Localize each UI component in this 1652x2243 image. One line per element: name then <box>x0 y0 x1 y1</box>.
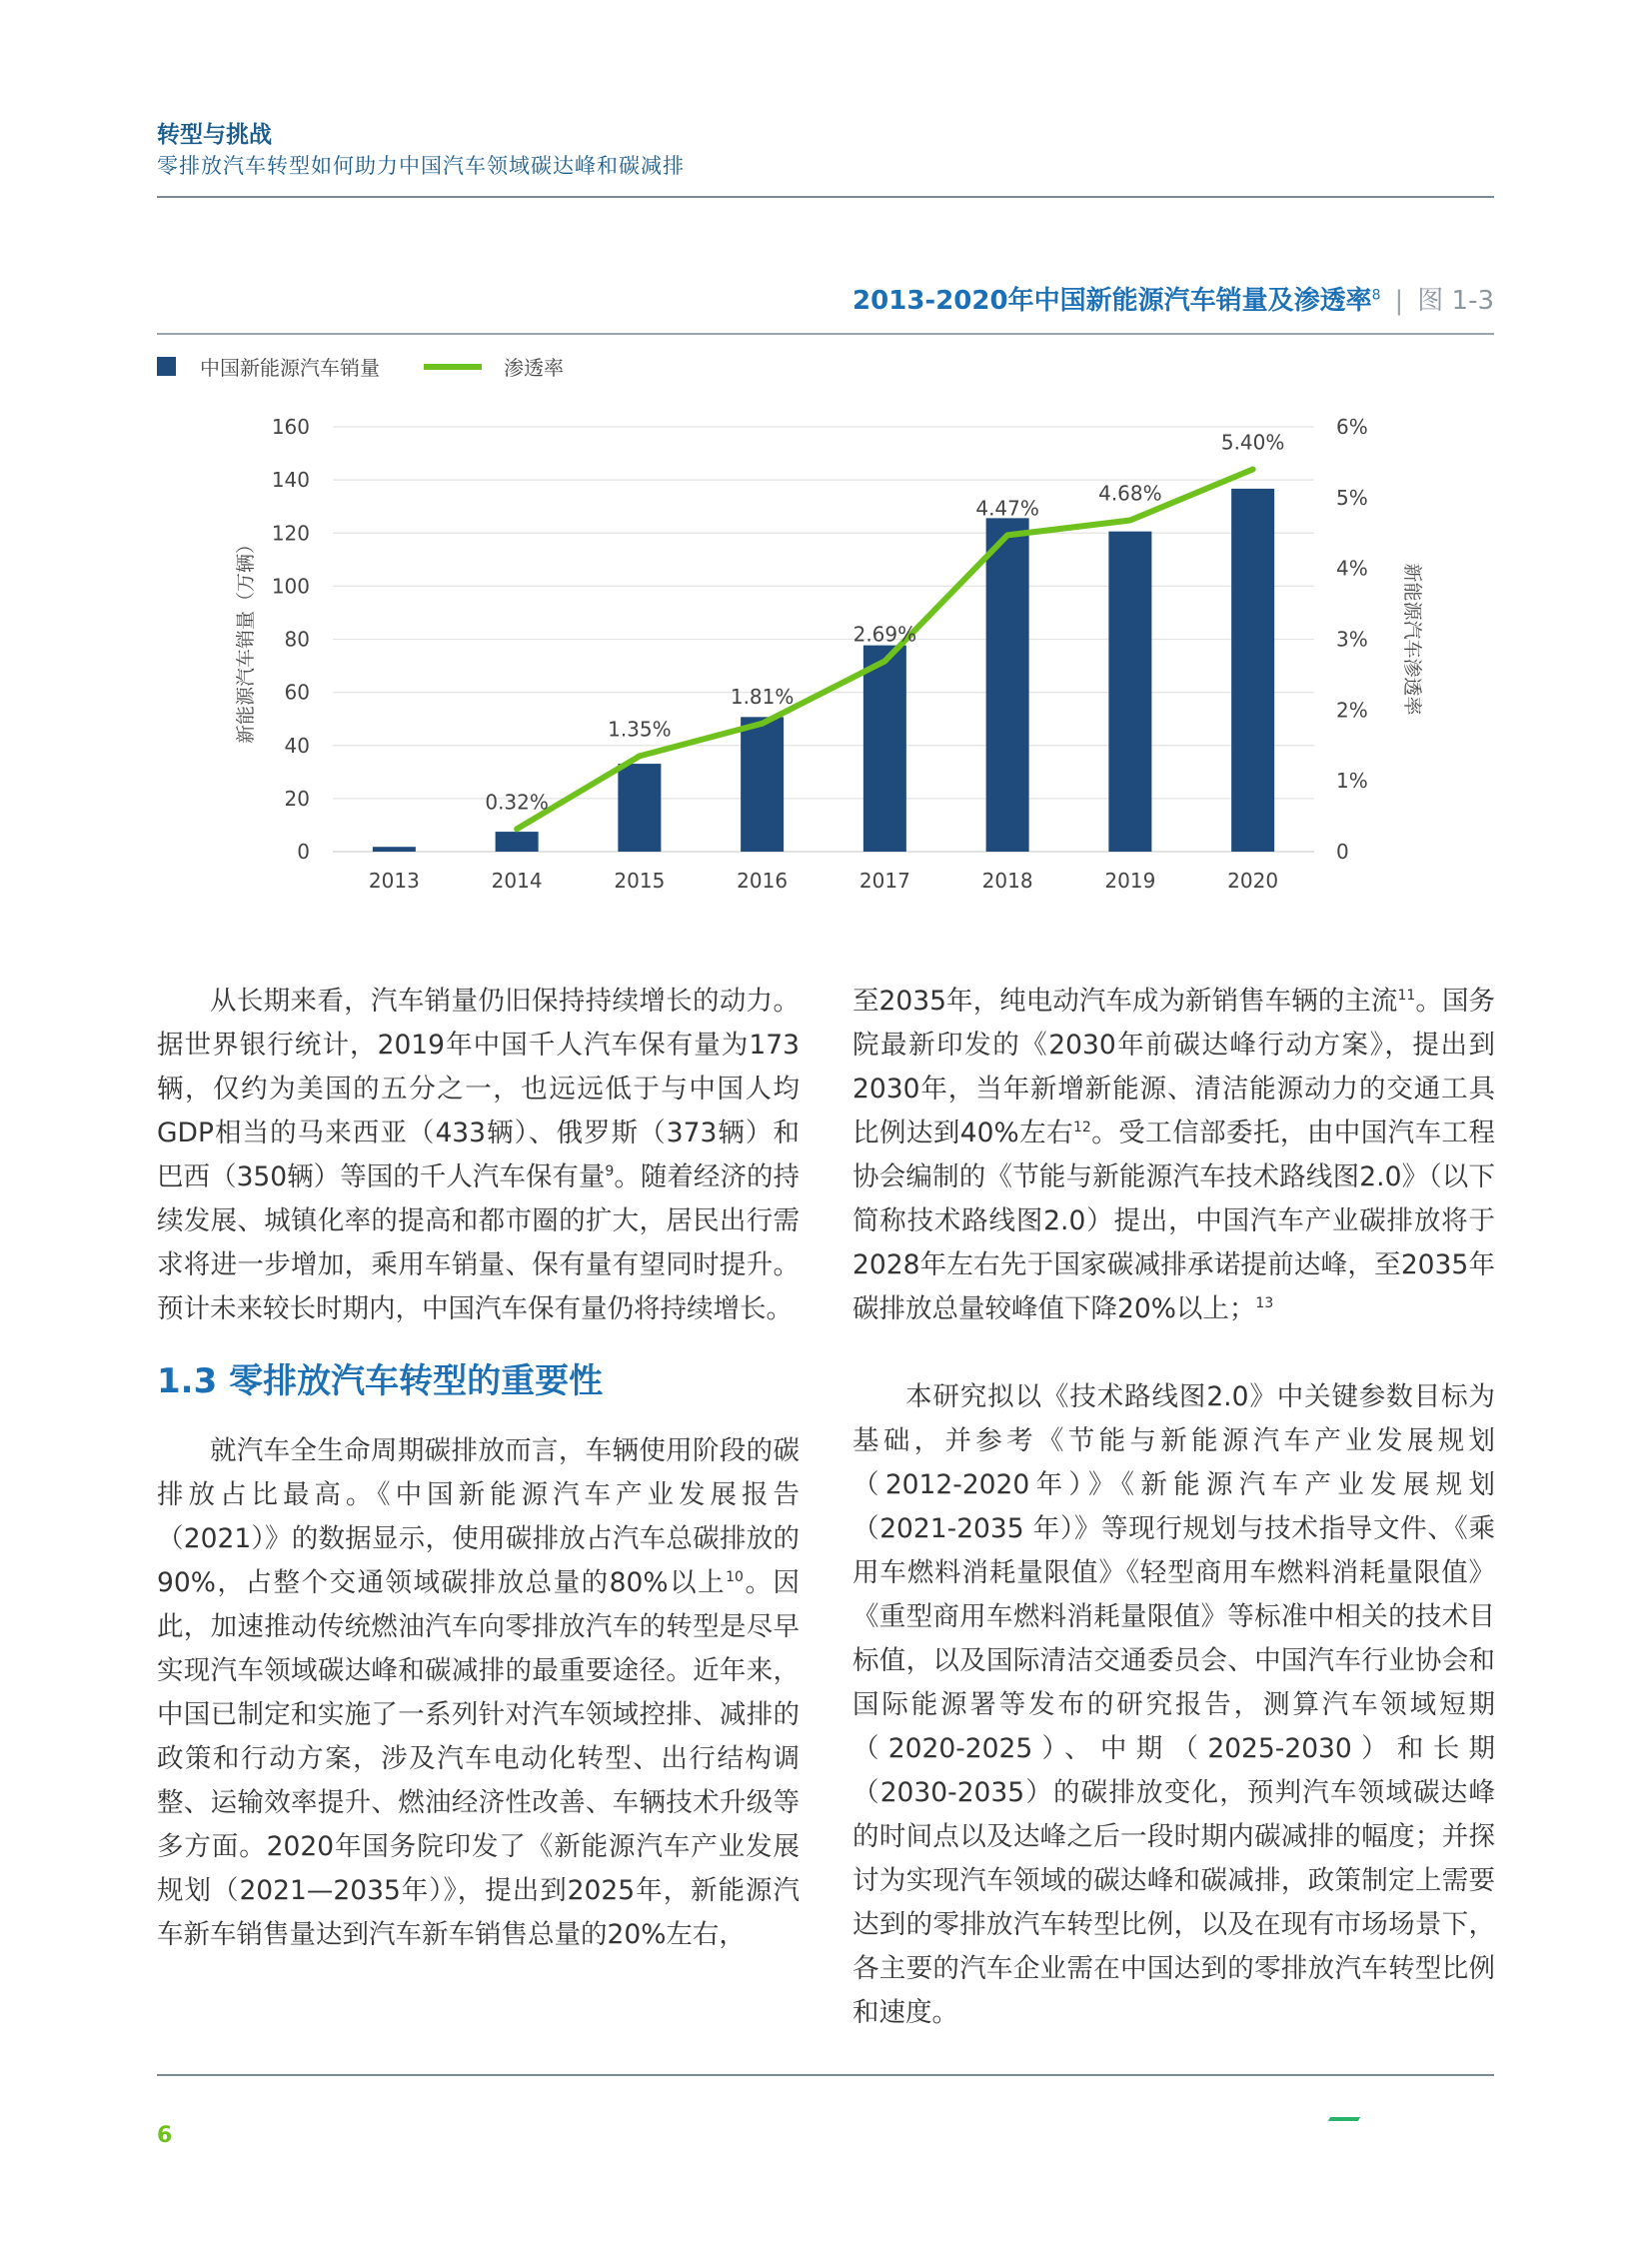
y-tick-label: 100 <box>271 574 310 599</box>
bar-2015 <box>618 764 661 852</box>
y2-tick-label: 6% <box>1336 415 1368 439</box>
penetration-label: 4.47% <box>975 496 1039 521</box>
legend-line-swatch <box>424 364 482 370</box>
section-heading: 1.3 零排放汽车转型的重要性 <box>157 1361 604 1401</box>
left-paragraph-2: 就汽车全生命周期碳排放而言，车辆使用阶段的碳排放占比最高。《中国新能源汽车产业发展报告（2021）》的数据显示，使用碳排放占汽车总碳排放的90%，占整个交通领域碳排放总量的80%以上$^{10}$。因此，加速推动传统燃油汽车向零排放汽车的转型是尽早实现汽车领域碳达峰和碳减排的最重要途径。近年来，中国已制定和实施了一系列针对汽车领域控排、减排的政策和行动方案，涉及汽车电动化转型、出行结构调整、运输效率提升、燃油经济性改善、车辆技术升级等多方面。2020年国务院印发了《新能源汽车产业发展规划（2021—2035年）》，提出到2025年，新能源汽车新车销售量达到汽车新车销售总量的20%左右， <box>157 1435 800 1950</box>
y2-tick-label: 3% <box>1336 627 1368 652</box>
bar-2018 <box>986 518 1029 852</box>
bar-2014 <box>496 832 539 852</box>
chart-legend <box>157 352 564 381</box>
right-paragraph-2: 本研究拟以《技术路线图2.0》中关键参数目标为基础，并参考《节能与新能源汽车产业发展规划（2012-2020年）》《新能源汽车产业发展规划（2021-2035 年）》等现行规划与技术指导文件、《乘用车燃料消耗量限值》《轻型商用车燃料消耗量限值》《重型商用车燃料消耗量限值》等标准中相关的技术目标值，以及国际清洁交通委员会、中国汽车行业协会和国际能源署等发布的研究报告，测算汽车领域短期（2020-2025）、中期（2025-2030）和长期（2030-2035）的碳排放变化，预判汽车领域碳达峰的时间点以及达峰之后一段时期内碳减排的幅度；并探讨为实现汽车领域的碳达峰和碳减排，政策制定上需要达到的零排放汽车转型比例，以及在现有市场场景下，各主要的汽车企业需在中国达到的零排放汽车转型比例和速度。 <box>852 1381 1495 2028</box>
x-tick-label: 2017 <box>858 869 910 893</box>
penetration-label: 1.35% <box>608 717 672 742</box>
footer-accent-mark <box>1328 2117 1360 2121</box>
x-tick-label: 2019 <box>1104 869 1156 893</box>
penetration-label: 2.69% <box>852 622 917 647</box>
figure-title: 2013-2020年中国新能源汽车销量及渗透率 <box>852 286 1372 316</box>
figure-caption <box>852 280 1494 317</box>
bar-2016 <box>741 717 784 852</box>
left-column <box>157 980 800 1957</box>
y2-axis-title: 新能源汽车渗透率 <box>1401 563 1423 716</box>
figure-separator: | <box>1394 286 1404 316</box>
y2-tick-label: 5% <box>1336 485 1368 510</box>
left-paragraph-1: 从长期来看，汽车销量仍旧保持持续增长的动力。据世界银行统计，2019年中国千人汽车保有量为173辆，仅约为美国的五分之一，也远远低于与中国人均GDP相当的马来西亚（433辆）、俄罗斯（373辆）和巴西（350辆）等国的千人汽车保有量$^9$。随着经济的持续发展、城镇化率的提高和都市圈的扩大，居民出行需求将进一步增加，乘用车销量、保有量有望同时提升。预计未来较长时期内，中国汽车保有量仍将持续增长。 <box>157 986 800 1324</box>
caption-divider <box>157 333 1494 335</box>
footer-divider <box>157 2074 1494 2076</box>
x-tick-label: 2014 <box>491 869 543 893</box>
page-number: 6 <box>157 2123 173 2148</box>
sales-penetration-chart <box>200 395 1449 915</box>
y-tick-label: 40 <box>284 733 310 758</box>
header-subtitle: 零排放汽车转型如何助力中国汽车领域碳达峰和碳减排 <box>157 154 685 178</box>
penetration-label: 5.40% <box>1220 430 1285 455</box>
y2-tick-label: 0 <box>1336 840 1349 864</box>
right-paragraph-1: 至2035年，纯电动汽车成为新销售车辆的主流$^{11}$。国务院最新印发的《2030年前碳达峰行动方案》，提出到2030年，当年新增新能源、清洁能源动力的交通工具比例达到40%左右$^{12}$。受工信部委托，由中国汽车工程协会编制的《节能与新能源汽车技术路线图2.0》（以下简称技术路线图2.0）提出，中国汽车产业碳排放将于2028年左右先于国家碳减排承诺提前达峰，至2035年碳排放总量较峰值下降20%以上；$^{13}$ <box>852 986 1496 1324</box>
header-divider <box>157 196 1494 198</box>
figure-footnote: 8 <box>1371 287 1381 304</box>
bar-2020 <box>1231 489 1274 852</box>
penetration-label: 1.81% <box>730 684 795 709</box>
x-tick-label: 2015 <box>614 869 666 893</box>
header-title: 转型与挑战 <box>157 122 272 148</box>
penetration-label: 4.68% <box>1098 481 1162 506</box>
y-tick-label: 120 <box>271 521 310 546</box>
legend-bar-label: 中国新能源汽车销量 <box>200 356 380 380</box>
legend-bar-swatch <box>157 357 176 376</box>
y-tick-label: 20 <box>284 786 310 811</box>
legend-line-label: 渗透率 <box>504 356 564 380</box>
bar-2019 <box>1108 532 1151 852</box>
x-tick-label: 2016 <box>737 869 789 893</box>
x-tick-label: 2020 <box>1227 869 1279 893</box>
bar-2017 <box>863 646 906 852</box>
x-tick-label: 2018 <box>981 869 1033 893</box>
y-tick-label: 140 <box>271 468 310 493</box>
y-axis-title: 新能源汽车销量（万辆） <box>235 534 257 745</box>
bar-2013 <box>373 847 416 852</box>
y-tick-label: 0 <box>297 840 310 864</box>
y2-tick-label: 2% <box>1336 698 1368 723</box>
y2-tick-label: 4% <box>1336 556 1368 581</box>
y-tick-label: 60 <box>284 680 310 705</box>
x-tick-label: 2013 <box>368 869 420 893</box>
y-tick-label: 80 <box>284 627 310 652</box>
y-tick-label: 160 <box>271 415 310 439</box>
penetration-label: 0.32% <box>485 790 549 815</box>
figure-number: 图 1-3 <box>1417 286 1494 316</box>
y2-tick-label: 1% <box>1336 769 1368 794</box>
right-column <box>852 980 1495 2035</box>
